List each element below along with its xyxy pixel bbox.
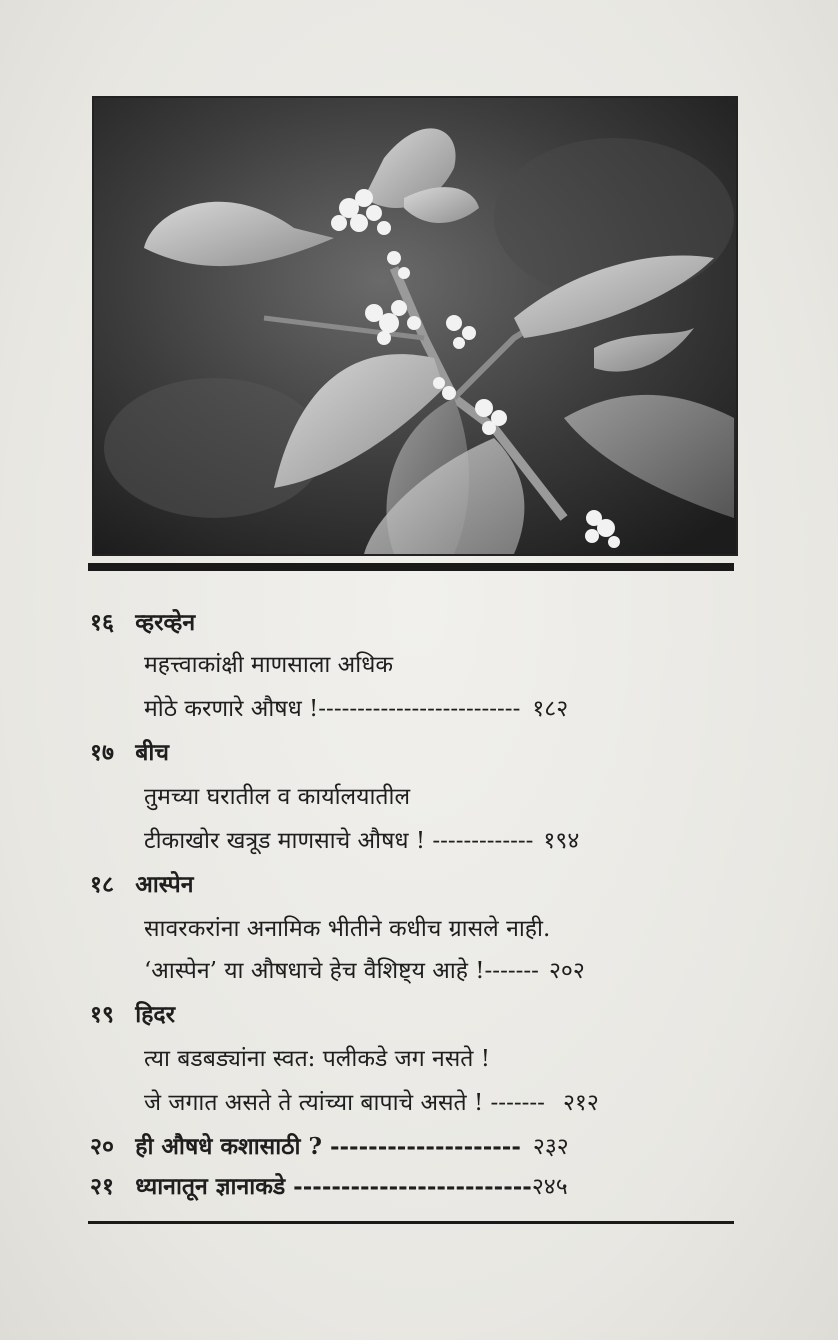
toc-entry-heading xyxy=(90,870,194,900)
entry-page-number: २४५ xyxy=(531,1174,568,1200)
entry-description xyxy=(144,826,579,856)
entry-page-number: १९४ xyxy=(543,828,580,854)
toc-entry-heading xyxy=(90,1172,568,1202)
entry-description: तुमच्या घरातील व कार्यालयातील xyxy=(144,784,411,810)
toc-entry-heading xyxy=(90,608,195,638)
entry-description-text: ‘आस्पेन’ या औषधाचे हेच वैशिष्ट्य आहे !------- xyxy=(144,958,539,984)
entry-description xyxy=(144,956,585,986)
entry-page-number: २०२ xyxy=(548,958,585,984)
flower-illustration xyxy=(94,98,736,554)
entry-number: १७ xyxy=(90,739,114,766)
entry-page-number: २१२ xyxy=(562,1090,599,1116)
top-divider xyxy=(88,563,734,571)
entry-description xyxy=(144,1088,599,1118)
entry-page-number: २३२ xyxy=(532,1134,569,1160)
entry-page-number: १८२ xyxy=(532,696,569,722)
entry-title: ही औषधे कशासाठी ? -------------------- xyxy=(135,1133,521,1160)
entry-description: सावरकरांना अनामिक भीतीने कधीच ग्रासले नाही. xyxy=(144,916,551,942)
entry-title: व्हरव्हेन xyxy=(135,609,196,636)
entry-description-text: टीकाखोर खत्रूड माणसाचे औषध ! ------------- xyxy=(144,828,534,854)
entry-number: १६ xyxy=(90,609,114,636)
entry-title: बीच xyxy=(135,739,169,766)
entry-description xyxy=(144,694,568,724)
entry-number: २० xyxy=(90,1133,114,1160)
entry-number: २१ xyxy=(90,1173,114,1200)
flower-photo xyxy=(92,96,738,556)
entry-number: १९ xyxy=(90,1001,114,1028)
entry-number: १८ xyxy=(90,871,114,898)
entry-title: आस्पेन xyxy=(135,871,194,898)
entry-description-text: जे जगात असते ते त्यांच्या बापाचे असते ! ------- xyxy=(144,1090,545,1116)
bottom-divider xyxy=(88,1221,734,1224)
toc-entry-heading xyxy=(90,1000,175,1030)
entry-title: ध्यानातून ज्ञानाकडे ------------------------- xyxy=(135,1173,532,1200)
entry-description: त्या बडबड्यांना स्वत: पलीकडे जग नसते ! xyxy=(144,1046,490,1072)
entry-description: महत्त्वाकांक्षी माणसाला अधिक xyxy=(144,652,394,678)
entry-title: हिदर xyxy=(135,1001,176,1028)
toc-entry-heading xyxy=(90,1132,569,1162)
toc-entry-heading xyxy=(90,738,169,768)
entry-description-text: मोठे करणारे औषध !-------------------------- xyxy=(144,696,521,722)
